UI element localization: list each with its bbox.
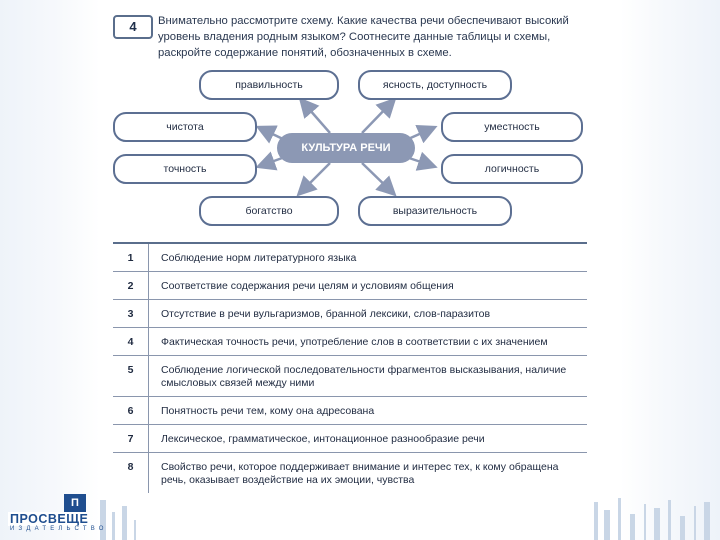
center-node: КУЛЬТУРА РЕЧИ [277,133,415,163]
node-yasnost: ясность, доступность [358,70,512,100]
row-number: 4 [113,328,149,356]
task-text: Внимательно рассмотрите схему. Какие качества речи обеспечивают высокий уровень владения родным языком? Соотнесите данные таблицы и схемы, раскройте содержание понятий, обозначенных в схеме. [158,15,569,59]
row-number: 2 [113,272,149,300]
table-row [113,356,587,397]
decor-bar [680,516,685,540]
row-number: 3 [113,300,149,328]
publisher-subtitle: ИЗДАТЕЛЬСТВО [10,526,108,532]
row-text: Лексическое, грамматическое, интонационное разнообразие речи [149,425,588,453]
decor-bar [668,500,671,540]
table-row [113,397,587,425]
decor-bar [604,510,610,540]
task-number: 4 [113,15,153,39]
decor-bar [100,500,106,540]
publisher-logo-icon: П [64,494,86,512]
definitions-table [113,242,587,493]
table-row [113,453,587,494]
row-text: Соблюдение норм литературного языка [149,243,588,272]
row-text: Свойство речи, которое поддерживает внимание и интерес тех, к кому обращена речь, оказывает воздействие на их эмоции, чувства [149,453,588,494]
row-text: Соответствие содержания речи целям и условиям общения [149,272,588,300]
row-text: Соблюдение логической последовательности фрагментов высказывания, наличие смысловых связей между ними [149,356,588,397]
row-number: 6 [113,397,149,425]
row-number: 1 [113,243,149,272]
decor-bar [122,506,127,540]
row-number: 7 [113,425,149,453]
table-row [113,243,587,272]
table-row [113,300,587,328]
row-text: Понятность речи тем, кому она адресована [149,397,588,425]
publisher-name: ПРОСВЕЩЕ [10,512,89,526]
decor-bar [594,502,598,540]
decor-bar [112,512,115,540]
node-chistota: чистота [113,112,257,142]
row-text: Фактическая точность речи, употребление слов в соответствии с их значением [149,328,588,356]
decor-bar [654,508,660,540]
decor-bar [630,514,635,540]
node-tochnost: точность [113,154,257,184]
table-row [113,328,587,356]
decor-bar [694,506,696,540]
bottom-decorative-band [0,488,720,540]
row-text: Отсутствие в речи вульгаризмов, бранной лексики, слов-паразитов [149,300,588,328]
left-background-fade [0,0,100,540]
right-background-fade [620,0,720,540]
decor-bar [134,520,136,540]
node-logichnost: логичность [441,154,583,184]
table-row [113,272,587,300]
decor-bar [704,502,710,540]
node-vyrazitelnost: выразительность [358,196,512,226]
table-row [113,425,587,453]
node-pravilnost: правильность [199,70,339,100]
row-number: 8 [113,453,149,494]
node-umestnost: уместность [441,112,583,142]
decor-bar [644,504,646,540]
node-bogatstvo: богатство [199,196,339,226]
row-number: 5 [113,356,149,397]
decor-bar [618,498,621,540]
